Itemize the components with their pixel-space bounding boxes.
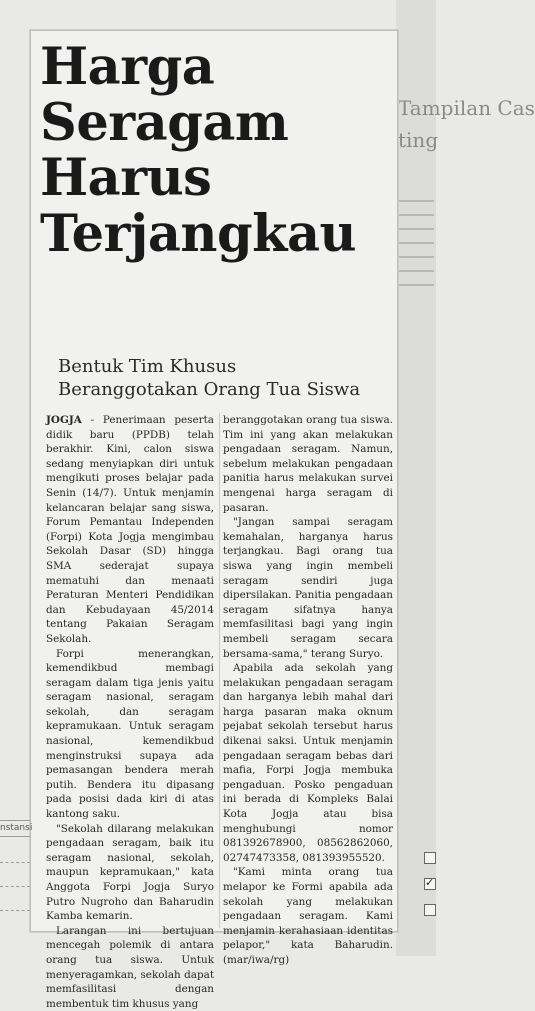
adjacent-text-line (398, 228, 434, 230)
dateline: JOGJA (46, 414, 82, 426)
article-column-right (223, 413, 393, 968)
paragraph-text: - Penerimaan peserta didik baru (PPDB) telah berakhir. Kini, calon siswa sedang menyiapkan diri untuk mengikuti proses belajar pada Senin (14/7). Untuk menjamin kelancaran belajar sang siswa, Forum Pemantau Independen (Forpi) Kota Jogja mengimbau Sekolah Dasar (SD) hingga SMA sederajat supaya mematuhi dan menaati Peraturan Menteri Pendidikan dan Kebudayaan 45/2014 tentang Pakaian Seragam Sekolah. (46, 414, 214, 645)
subheadline-line: Bentuk Tim Khusus (58, 356, 237, 377)
adjacent-text-line (398, 284, 434, 286)
form-checkbox[interactable] (424, 904, 436, 916)
headline-line: Harus (40, 148, 212, 209)
adjacent-text-line (398, 256, 434, 258)
headline-line: Terjangkau (40, 203, 357, 264)
adjacent-page-bleed (396, 0, 535, 956)
form-checkbox-checked[interactable] (424, 878, 436, 890)
article-paragraph: Forpi menerangkan, kemendikbud membagi seragam dalam tiga jenis yaitu seragam nasional, seragam sekolah, dan seragam kepramukaan. Untuk seragam nasional, kemendikbud menginstruksi supaya ada pemasangan bendera merah putih. Bendera itu dipasang pada posisi dada kiri di atas kantong saku. (46, 647, 214, 821)
subheadline (58, 356, 398, 401)
form-field-label: nstansi (0, 823, 33, 833)
adjacent-headline-fragment: Tampilan Cas (398, 96, 535, 120)
article-paragraph: Larangan ini bertujuan mencegah polemik di antara orang tua siswa. Untuk menyeragamkan, sekolah dapat memfasilitasi dengan membentuk tim khusus yang (46, 924, 214, 1010)
article-paragraph: "Kami minta orang tua melapor ke Formi apabila ada sekolah yang melakukan pengadaan seragam. Kami menjamin kerahasiaan identitas pelapor," kata Baharudin. (mar/iwa/rg) (223, 866, 393, 966)
headline (40, 37, 390, 264)
form-dotted-line (0, 886, 30, 887)
adjacent-text-line (398, 214, 434, 216)
form-checkbox[interactable] (424, 852, 436, 864)
adjacent-headline-fragment-2: ting (398, 128, 439, 152)
form-dotted-line (0, 910, 30, 911)
headline-line: Harga (40, 37, 215, 97)
article-paragraph: "Sekolah dilarang melakukan pengadaan seragam, baik itu seragam nasional, sekolah, maupun kepramukaan," kata Anggota Forpi Jogja Suryo Putro Nugroho dan Baharudin Kamba kemarin. (46, 822, 214, 923)
article-paragraph: Apabila ada sekolah yang melakukan pengadaan seragam dan harganya lebih mahal dari harga pasaran maka oknum pejabat sekolah tersebut harus dikenai saksi. Untuk menjamin pengadaan seragam bebas dari mafia, Forpi Jogja membuka pengaduan. Posko pengaduan ini berada di Kompleks Balai Kota Jogja atau bisa menghubungi nomor 081392678900, 085628620​60, 02747473358, 081393955520. (223, 662, 393, 864)
article-column-left (46, 413, 214, 1011)
column-divider (219, 413, 220, 928)
article-paragraph: "Jangan sampai seragam kemahalan, harganya harus terjangkau. Bagi orang tua siswa yang ingin membeli seragam sendiri juga dipersilakan. Panitia pengadaan seragam sifatnya hanya memfasilitasi bagi yang ingin membeli seragam secara bersama-sama," terang Suryo. (223, 516, 393, 660)
adjacent-text-line (398, 242, 434, 244)
adjacent-text-line (398, 200, 434, 202)
article-paragraph (46, 413, 214, 647)
form-rule (0, 836, 30, 837)
article-paragraph: beranggotakan orang tua siswa. Tim ini yang akan melakukan pengadaan seragam. Namun, sebelum melakukan pengadaan panitia harus melakukan survei mengenai harga seragam di pasaran. (223, 414, 393, 514)
headline-line: Seragam (40, 92, 289, 153)
adjacent-text-line (398, 270, 434, 272)
form-dotted-line (0, 862, 30, 863)
subheadline-line: Beranggotakan Orang Tua Siswa (58, 378, 361, 400)
form-rule (0, 820, 30, 821)
